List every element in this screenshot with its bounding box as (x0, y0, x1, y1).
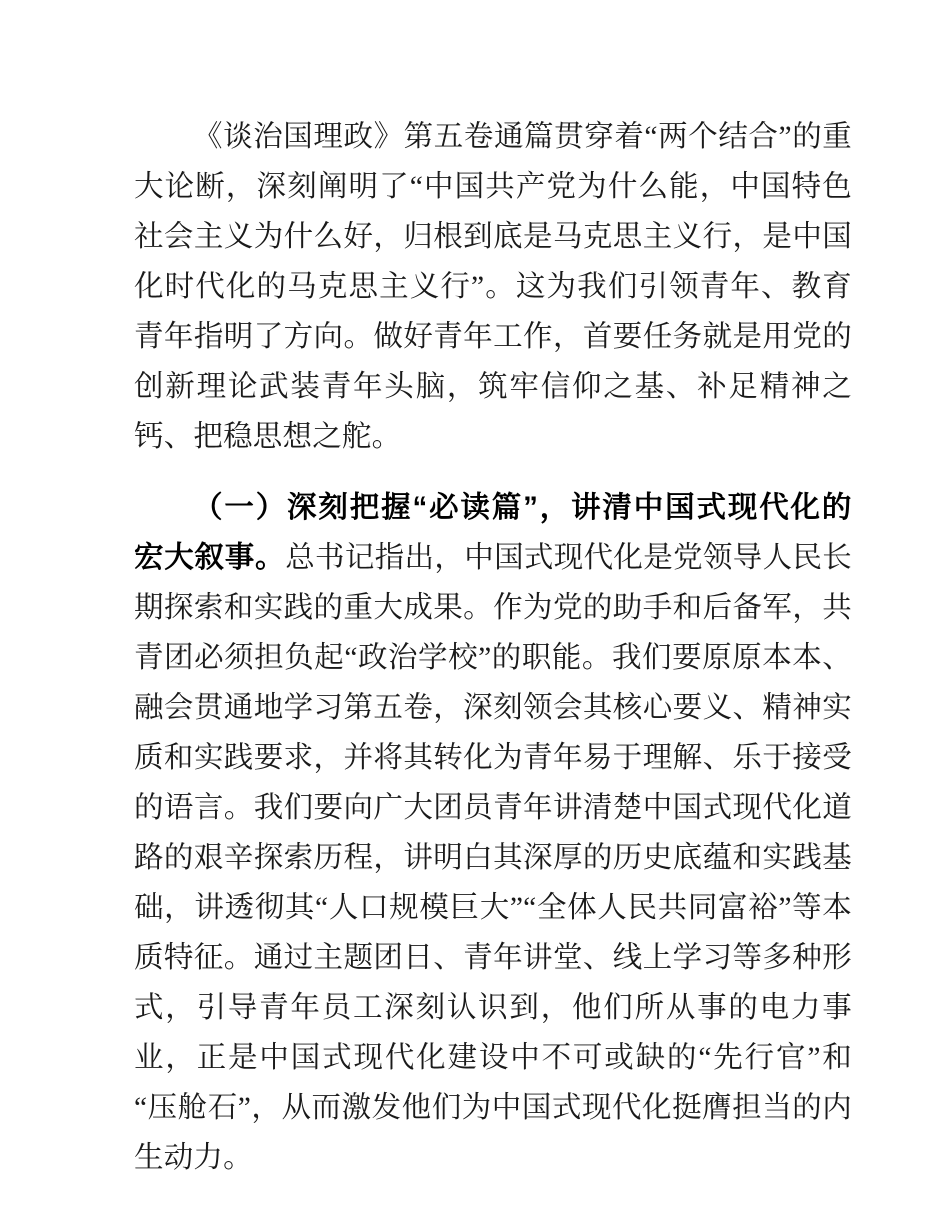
paragraph-2 (134, 483, 852, 1183)
paragraph-2-text: 总书记指出，中国式现代化是党领导人民长期探索和实践的重大成果。作为党的助手和后备军，共青团必须担负起“政治学校”的职能。我们要原原本本、融会贯通地学习第五卷，深刻领会其核心要义、精神实质和实践要求，并将其转化为青年易于理解、乐于接受的语言。我们要向广大团员青年讲清楚中国式现代化道路的艰辛探索历程，讲明白其深厚的历史底蕴和实践基础，讲透彻其“人口规模巨大”“全体人民共同富裕”等本质特征。通过主题团日、青年讲堂、线上学习等多种形式，引导青年员工深刻认识到，他们所从事的电力事业，正是中国式现代化建设中不可或缺的“先行官”和“压舱石”，从而激发他们为中国式现代化挺膺担当的内生动力。 (134, 542, 852, 1174)
paragraph-1-text: 《谈治国理政》第五卷通篇贯穿着“两个结合”的重大论断，深刻阐明了“中国共产党为什么能，中国特色社会主义为什么好，归根到底是马克思主义行，是中国化时代化的马克思主义行”。这为我们引领青年、教育青年指明了方向。做好青年工作，首要任务就是用党的创新理论武装青年头脑，筑牢信仰之基、补足精神之钙、把稳思想之舵。 (134, 121, 852, 453)
document-text-body (134, 112, 852, 1183)
paragraph-1 (134, 112, 852, 462)
section-heading-one: （一）深刻把握“必读篇”，讲清中国式现代化的宏大叙事。 (134, 491, 852, 574)
